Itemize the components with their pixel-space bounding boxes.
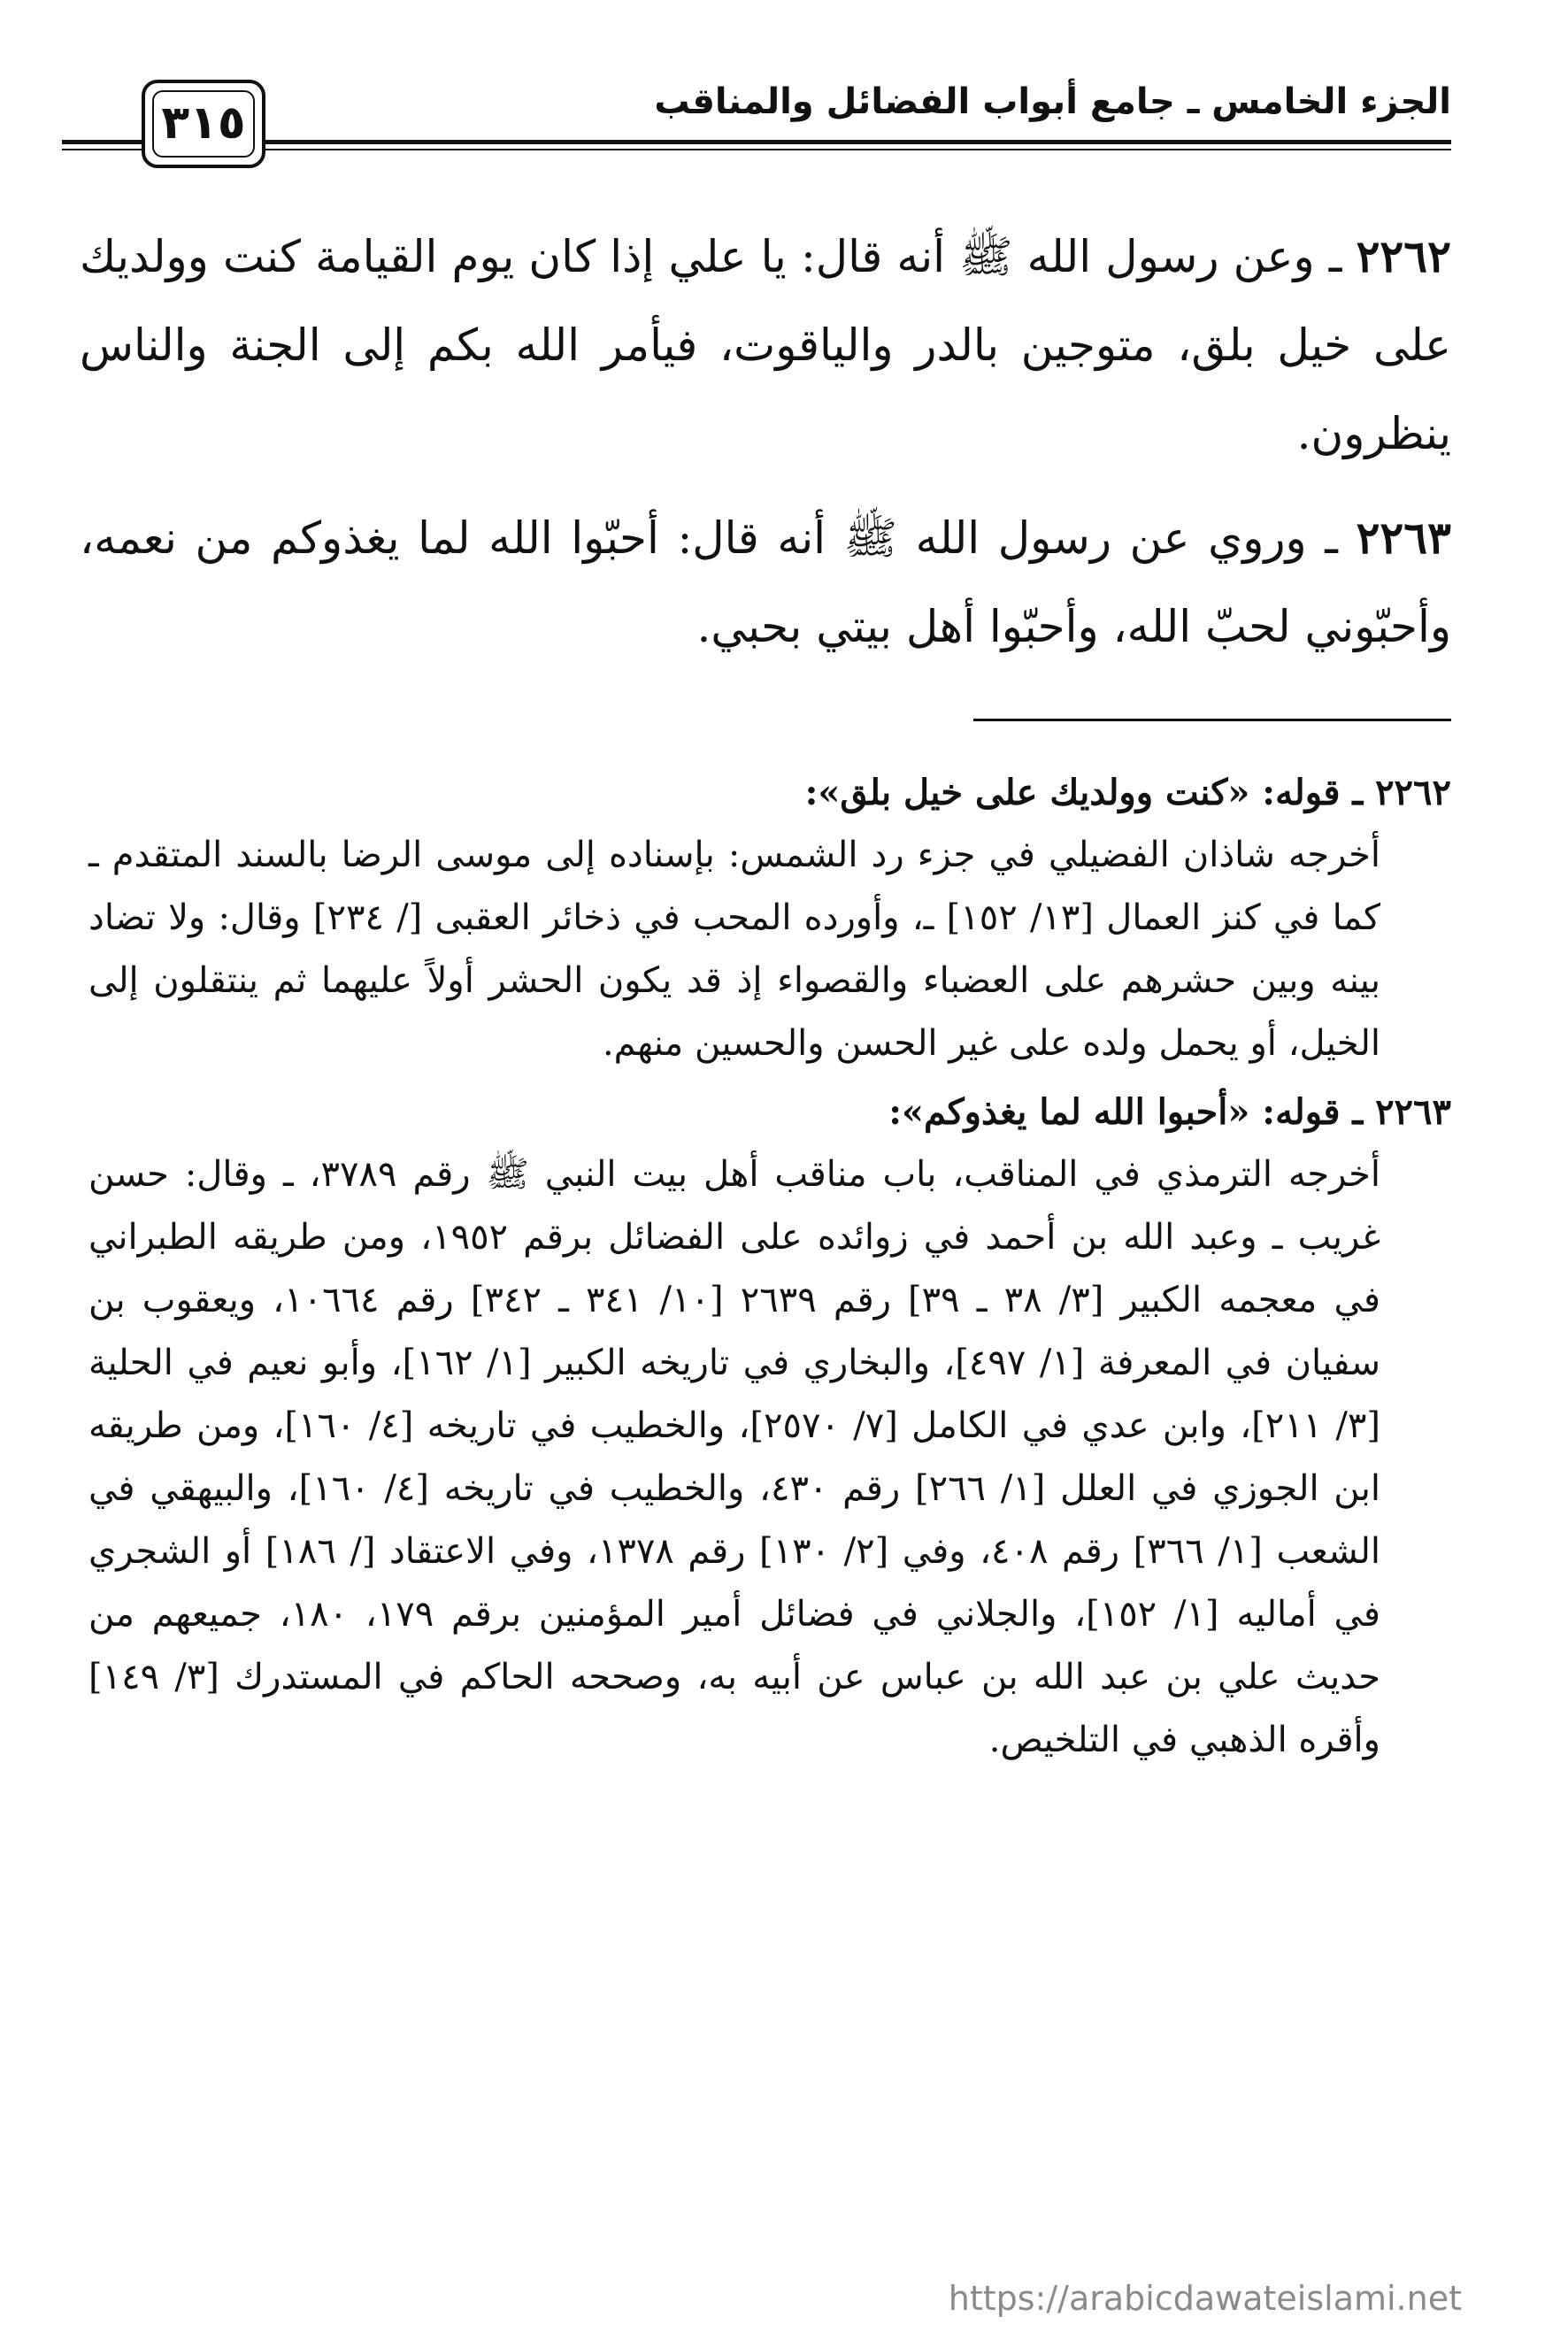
footnote-body: أخرجه الترمذي في المناقب، باب مناقب أهل بيت النبي ﷺ رقم ٣٧٨٩، ـ وقال: حسن غريب ـ وعبد الله بن أحمد في زوائده على الفضائل برقم ١٩٥٢، ومن طريقه الطبراني في معجمه الكبير [٣/ ٣٨ ـ ٣٩] رقم ٢٦٣٩ [١٠/ ٣٤١ ـ ٣٤٢] رقم ١٠٦٦٤، ويعقوب بن سفيان في المعرفة [١/ ٤٩٧]، والبخاري في تاريخه الكبير [١/ ١٦٢]، وأبو نعيم في الحلية [٣/ ٢١١]، وابن عدي في الكامل [٧/ ٢٥٧٠]، والخطيب في تاريخه [٤/ ١٦٠]، ومن طريقه ابن الجوزي في العلل [١/ ٢٦٦] رقم ٤٣٠، والخطيب في تاريخه [٤/ ١٦٠]، والبيهقي في الشعب [١/ ٣٦٦] رقم ٤٠٨، وفي [٢/ ١٣٠] رقم ١٣٧٨، وفي الاعتقاد [/ ١٨٦] أو الشجري في أماليه [١/ ١٥٢]، والجلاني في فضائل أمير المؤمنين برقم ١٧٩، ١٨٠، جميعهم من حديث علي بن عبد الله بن عباس عن أبيه به، وصححه الحاكم في المستدرك [٣/ ١٤٩] وأقره الذهبي في التلخيص.	[88, 1154, 1381, 1760]
page-number-frame	[142, 80, 265, 168]
header-rule-left-thin	[62, 149, 142, 150]
page-number: ٣١٥	[161, 96, 246, 150]
page-header	[62, 71, 1451, 177]
footnote-title: ٢٢٦٣ ـ قوله: «أحبوا الله لما يغذوكم»:	[888, 1091, 1451, 1133]
running-header-title: الجزء الخامس ـ جامع أبواب الفضائل والمناقب	[654, 81, 1451, 122]
header-rule-thin	[265, 149, 1451, 150]
hadith-number: ٢٢٦٣	[1356, 512, 1451, 564]
hadith-paragraph	[80, 212, 1451, 478]
footnote	[88, 1081, 1451, 1772]
footnote-body: أخرجه شاذان الفضيلي في جزء رد الشمس: بإسناده إلى موسى الرضا بالسند المتقدم ـ كما في كنز العمال [١٣/ ١٥٢] ـ، وأورده المحب في ذخائر العقبى [/ ٢٣٤] وقال: ولا تضاد بينه وبين حشرهم على العضباء والقصواء إذ قد يكون الحشر أولاً عليهما ثم ينتقلون إلى الخيل، أو يحمل ولده على غير الحسن والحسين منهم.	[88, 835, 1380, 1064]
footnote-title: ٢٢٦٢ ـ قوله: «كنت وولديك على خيل بلق»:	[804, 772, 1451, 813]
hadith-paragraph	[80, 494, 1451, 671]
hadith-text: ـ وعن رسول الله ﷺ أنه قال: يا علي إذا كان يوم القيامة كنت وولديك على خيل بلق، متوجين بالدر والياقوت، فيأمر الله بكم إلى الجنة والناس ينظرون.	[80, 231, 1451, 459]
header-rule-left	[62, 140, 142, 144]
footnote-separator	[973, 719, 1451, 721]
header-rule	[265, 140, 1451, 144]
hadith-number: ٢٢٦٢	[1356, 230, 1451, 282]
footnotes	[88, 761, 1451, 1777]
hadith-text: ـ وروي عن رسول الله ﷺ أنه قال: أحبّوا الله لما يغذوكم من نعمه، وأحبّوني لحبّ الله، وأحبّوا أهل بيتي بحبي.	[80, 512, 1451, 652]
footnote	[88, 761, 1451, 1075]
watermark-url: https://arabicdawateislami.net	[948, 2279, 1462, 2318]
main-text	[80, 212, 1451, 687]
